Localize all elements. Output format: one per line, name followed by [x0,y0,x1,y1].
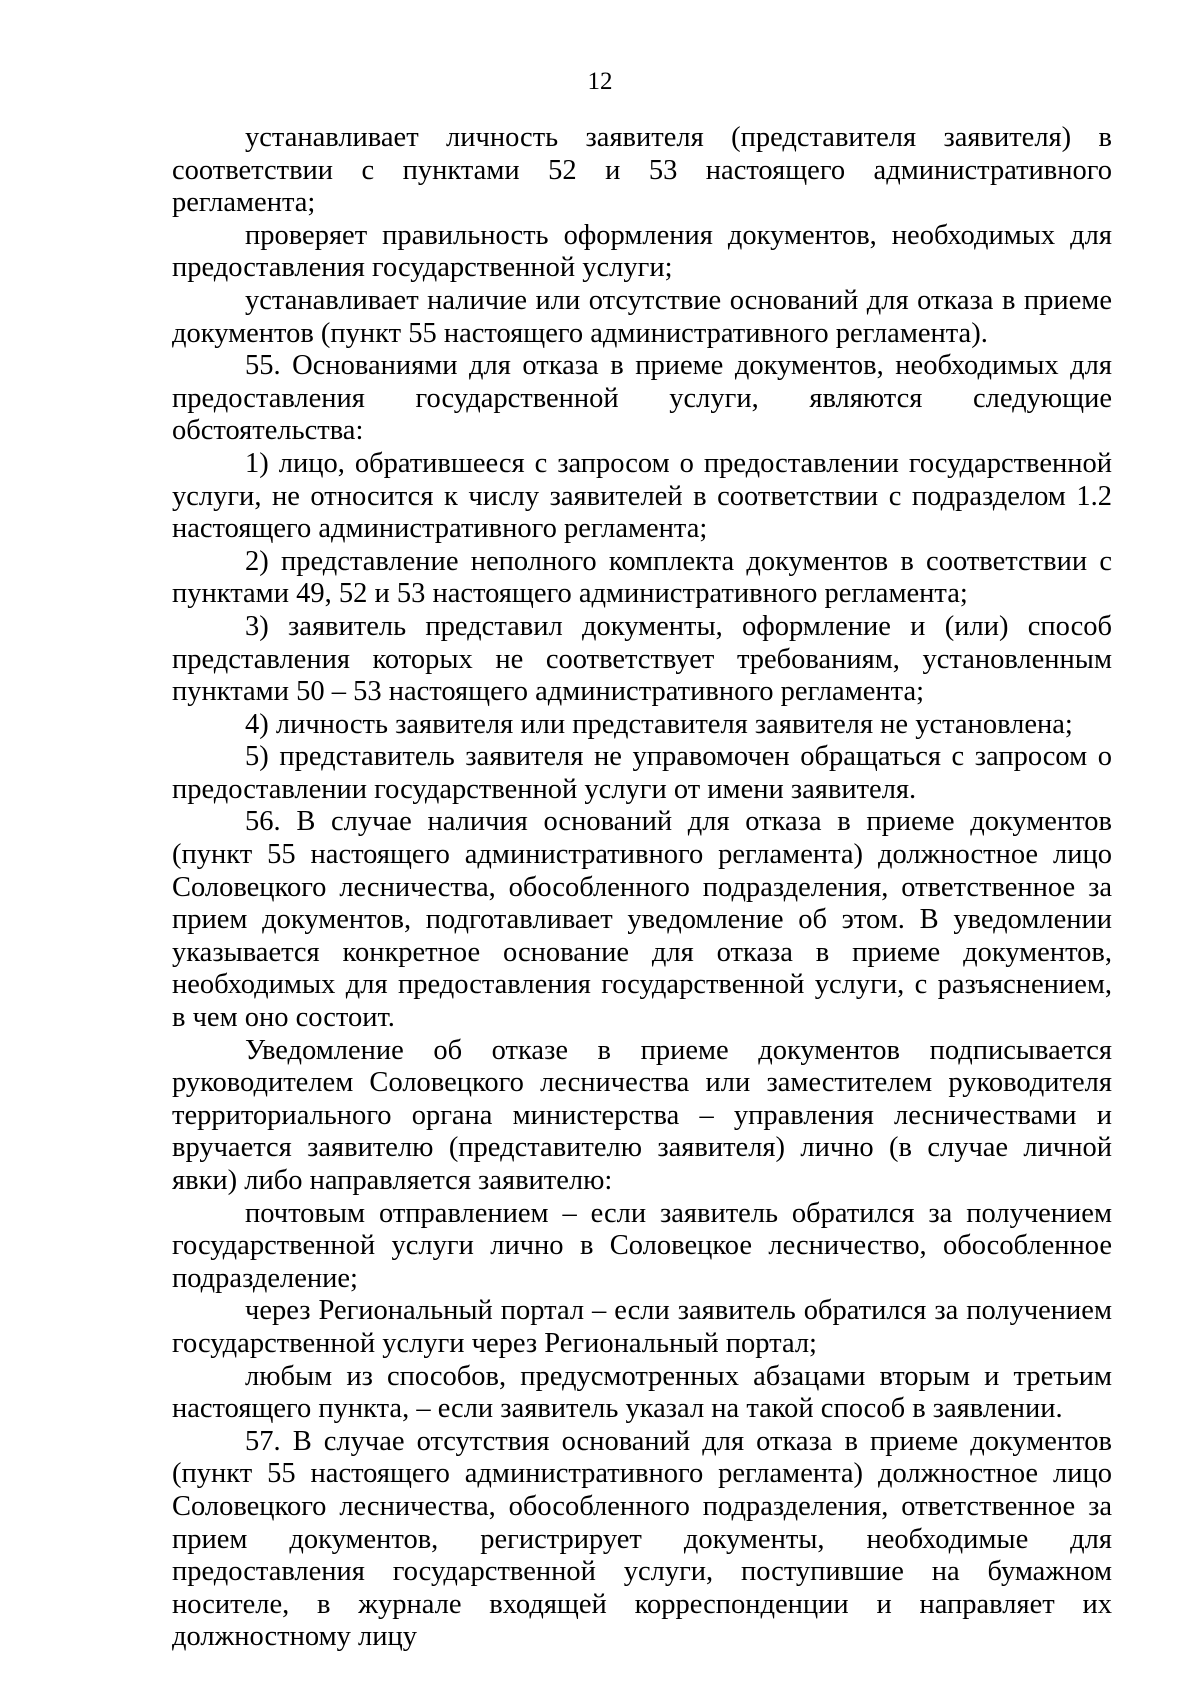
paragraph: 1) лицо, обратившееся с запросом о предоставлении государственной услуги, не относится к числу заявителей в соответствии с подразделом 1.2 настоящего административного регламента; [172,447,1112,545]
paragraph: любым из способов, предусмотренных абзацами вторым и третьим настоящего пункта, – если заявитель указал на такой способ в заявлении. [172,1360,1112,1425]
paragraph: 3) заявитель представил документы, оформление и (или) способ представления которых не соответствует требованиям, установленным пунктами 50 – 53 настоящего административного регламента; [172,610,1112,708]
paragraph: 55. Основаниями для отказа в приеме документов, необходимых для предоставления государственной услуги, являются следующие обстоятельства: [172,350,1112,447]
paragraph: 5) представитель заявителя не управомочен обращаться с запросом о предоставлении государственной услуги от имени заявителя. [172,741,1112,805]
paragraph: проверяет правильность оформления документов, необходимых для предоставления государственной услуги; [172,219,1112,284]
paragraph: устанавливает личность заявителя (представителя заявителя) в соответствии с пунктами 52 и 53 настоящего административного регламента; [172,122,1112,219]
document-body [172,122,1112,1654]
paragraph: через Региональный портал – если заявитель обратился за получением государственной услуги через Региональный портал; [172,1295,1112,1359]
paragraph: 56. В случае наличия оснований для отказа в приеме документов (пункт 55 настоящего административного регламента) должностное лицо Соловецкого лесничества, обособленного подразделения, ответственное за прием документов, подготавливает уведомление об этом. В уведомлении указывается конкретное основание для отказа в приеме документов, необходимых для предоставления государственной услуги, с разъяснением, в чем оно состоит. [172,806,1112,1034]
paragraph: почтовым отправлением – если заявитель обратился за получением государственной услуги лично в Соловецкое лесничество, обособленное подразделение; [172,1197,1112,1294]
paragraph: 2) представление неполного комплекта документов в соответствии с пунктами 49, 52 и 53 настоящего административного регламента; [172,545,1112,610]
page-number: 12 [587,68,613,95]
paragraph: 4) личность заявителя или представителя заявителя не установлена; [245,708,1073,740]
paragraph: 57. В случае отсутствия оснований для отказа в приеме документов (пункт 55 настоящего административного регламента) должностное лицо Соловецкого лесничества, обособленного подразделения, ответственное за прием документов, регистрирует документы, необходимые для предоставления государственной услуги, поступившие на бумажном носителе, в журнале входящей корреспонденции и направляет их должностному лицу [172,1425,1112,1653]
paragraph: устанавливает наличие или отсутствие оснований для отказа в приеме документов (пункт 55 настоящего административного регламента). [172,284,1112,349]
paragraph: Уведомление об отказе в приеме документов подписывается руководителем Соловецкого лесничества или заместителем руководителя территориального органа министерства – управления лесничествами и вручается заявителю (представителю заявителя) лично (в случае личной явки) либо направляется заявителю: [172,1034,1112,1196]
